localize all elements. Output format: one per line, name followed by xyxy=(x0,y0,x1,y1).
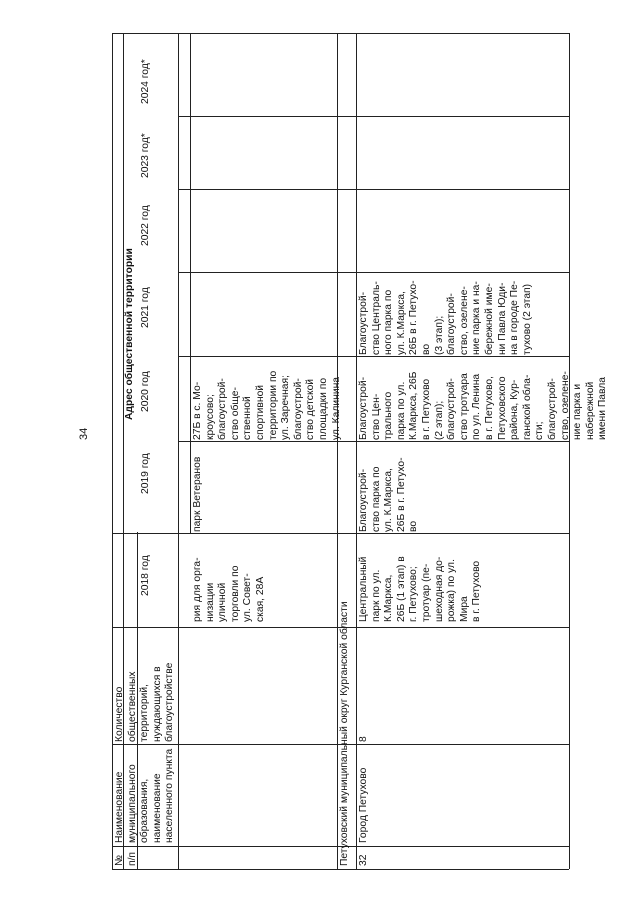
header-count: Количество общественных территорий, нуждающихся в благоустройстве xyxy=(114,662,176,742)
table-line xyxy=(178,33,179,533)
section-title: Петуховский муниципальный округ Курганской области xyxy=(339,601,350,866)
row32-name: Город Петухово xyxy=(358,767,369,843)
header-2024: 2024 год* xyxy=(140,59,151,104)
table-line xyxy=(178,272,569,273)
table-line xyxy=(178,356,569,357)
row32-num: 32 xyxy=(358,854,369,866)
table-line xyxy=(112,33,569,34)
header-2021: 2021 год xyxy=(140,287,151,328)
table-line xyxy=(178,189,569,190)
row32-2019: Благоустрой- ство парка по ул. К.Маркса, 26Б в г. Петухо- во xyxy=(358,457,420,532)
header-2019: 2019 год xyxy=(140,453,151,494)
table-line xyxy=(112,869,569,870)
header-name: Наименование муниципального образования, наименование населенного пункта xyxy=(114,748,176,843)
table-line xyxy=(569,33,570,869)
table-line xyxy=(178,533,179,869)
row32-2021: Благоустрой- ство Централь- ного парка по ул. К.Маркса, 26Б в г. Петухо- во (3 этап); благоустрой- ство, озелене- ние парка и на- бережной име- ни Павла Юди- на в городе Пе- тухово (2 этап) xyxy=(358,280,533,355)
page-number: 34 xyxy=(78,427,90,440)
header-2018: 2018 год xyxy=(140,555,151,596)
cont-2019: парк Ветеранов xyxy=(192,456,203,532)
row32-count: 8 xyxy=(358,736,369,742)
cont-2020: 27Б в с. Мо- кроусово; благоустрой- ство обще- ственной спортивной территории по ул. Заречная; благоустрой- ство детской площадки по ул. Калинина xyxy=(192,370,342,440)
row32-2020: Благоустрой- ство Цен- трального парка по ул. К.Маркса, 26Б в г. Петухово (2 этап); благоустрой- ство тротуара по ул. Ленина в г. Петухово, Петуховского района, Кур- ганской обла- сти; благоустрой- ство, озелене- ние парка и набережной имени Павла xyxy=(358,371,609,440)
cont-2018: рия для орга- низации уличной торговли по ул. Совет- ская, 28А xyxy=(192,557,266,622)
table-line xyxy=(190,33,191,533)
header-address: Адрес общественной территории xyxy=(124,248,135,420)
table-line xyxy=(178,116,569,117)
row32-2018: Центральный парк по ул. К.Маркса, 26Б (1 этап) в г. Петухово; тротуар (пе- шеходная до- рожка) по ул. Мира в г. Петухово xyxy=(358,556,483,622)
table-line xyxy=(178,441,569,442)
header-2022: 2022 год xyxy=(140,205,151,246)
header-num: № п/п xyxy=(114,851,138,866)
header-2023: 2023 год* xyxy=(140,133,151,178)
header-2020: 2020 год xyxy=(140,371,151,412)
table-line xyxy=(112,533,569,534)
